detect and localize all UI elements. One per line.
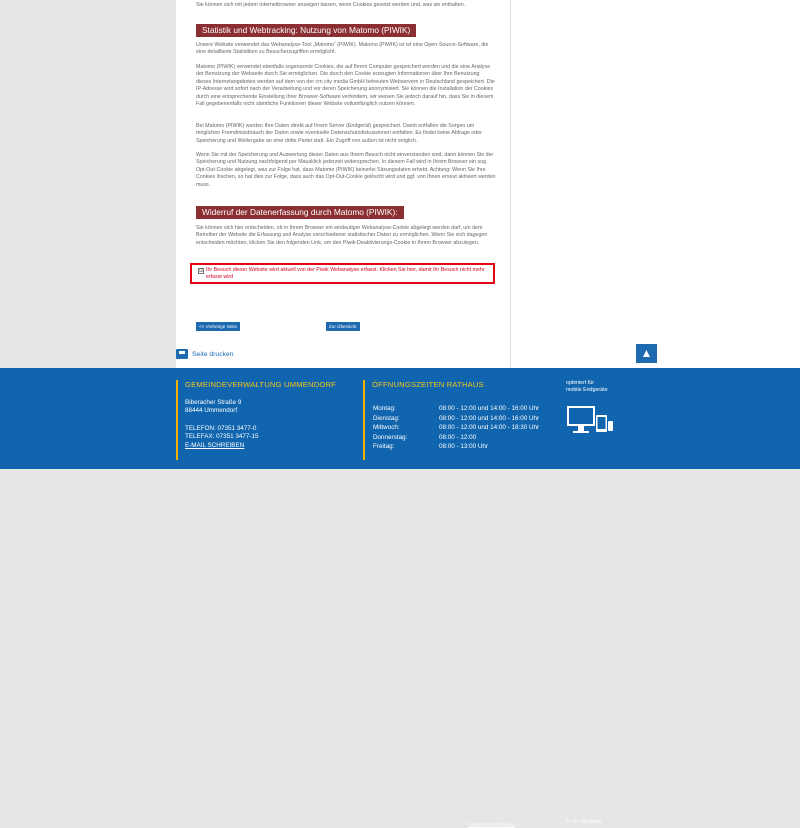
hours-time: 08:00 - 13:00 Uhr <box>439 443 489 451</box>
privacy-policy-link[interactable]: Datenschutzerklärung <box>468 823 515 828</box>
print-label: Seite drucken <box>192 350 234 358</box>
footer-org-title: GEMEINDEVERWALTUNG UMMENDORF <box>185 380 337 389</box>
hours-day: Donnerstag: <box>373 433 408 441</box>
footer-contact <box>176 380 336 460</box>
hours-row <box>373 404 543 414</box>
footer-fax: TELEFAX: 07351 3477-15 <box>185 433 259 441</box>
right-sidebar <box>510 0 800 368</box>
overview-button[interactable]: Zur Übersicht <box>326 322 360 331</box>
footer-city: 88444 Ummendorf <box>185 407 238 415</box>
hours-row <box>373 423 543 433</box>
piwik-optout-box[interactable] <box>190 263 495 284</box>
footer-street: Biberacher Straße 9 <box>185 399 242 406</box>
scroll-to-top-button[interactable]: ▲ <box>636 344 657 363</box>
mobile-note-line1: optimiert für <box>566 380 594 386</box>
hours-day: Dienstag: <box>373 414 400 422</box>
paragraph-widerruf: Sie können sich hier entscheiden, ob in Ihrem Browser ein eindeutiger Webanalyse-Cookie abgelegt werden darf, um dem Betreiber der Website die Erfassung und Analyse verschiedener statistischer Daten zu ermöglichen. Wenn Sie sich dagegen entscheiden möchten, klicken Sie den folgenden Link, um den Piwik-Deaktivierungs-Cookie in Ihrem Browser abzulegen. <box>196 225 488 246</box>
optout-link[interactable]: Ihr Besuch dieser Website wird aktuell von der Piwik Webanalyse erfasst. Klicken Sie hier, damit Ihr Besuch nicht mehr erfasst wird <box>206 267 485 281</box>
mobile-note-line2: mobile Endgeräte <box>566 387 608 393</box>
hours-day: Mittwoch: <box>373 424 400 432</box>
paragraph-piwik-optout-info: Wenn Sie mit der Speicherung und Auswertung dieser Daten aus Ihrem Besuch nicht einverstanden sind, dann können Sie der Speicherung und Nutzung nachfolgend per Mausklick jederzeit widersprechen. In diesem Fall wird in Ihrem Browser ein sog. Opt-Out-Cookie abgelegt, was zur Folge hat, dass Matomo (PIWIK) keinerlei Sitzungsdaten erhebt. Achtung: Wenn Sie Ihre Cookies löschen, so hat dies zur Folge, dass auch das Opt-Out-Cookie gelöscht wird und ggf. von Ihnen erneut aktiviert werden muss. <box>196 152 496 188</box>
hours-time: 08:00 - 12:00 <box>439 433 477 441</box>
footer-phone: TELEFON: 07351 3477-0 <box>185 424 257 432</box>
paragraph-piwik-storage: Bei Matomo (PIWIK) werden Ihre Daten direkt auf Ihrem Server (Endgerät) gespeichert. Damit entfallen die Sorgen um möglichen Fremdmissbrauch der Daten sowie eventuelle Datenschutzdiskussionen entfallen. Es findet keine Abfrage oder Speicherung und Weitergabe an eine dritte Partei statt. Ein Zugriff von außen ist nicht möglich. <box>196 123 482 144</box>
footer-hours-title: ÖFFNUNGSZEITEN RATHAUS <box>372 380 484 389</box>
hours-day: Montag: <box>373 405 396 412</box>
paragraph-piwik-cookies: Matomo (PIWIK) verwendet ebenfalls sogenannte Cookies, die auf Ihrem Computer gespeichert werden und die eine Analyse der Benutzung der Webseite durch Sie ermöglichen. Die durch den Cookie erzeugten Informationen über Ihre Benutzung dieses Internetangebotes werden auf dem von der cm city media GmbH betreuten Webservern in Deutschland gespeichert. Die IP-Adresse wird sofort nach der Verarbeitung und vor deren Speicherung anonymisiert. Sie können die Installation der Cookies durch eine entsprechende Einstellung Ihrer Browser-Software verhindern, wir weisen Sie jedoch darauf hin, dass Sie in diesem Fall gegebenenfalls nicht sämtliche Funktionen dieser Website vollumfänglich nutzen können. <box>196 64 495 108</box>
hours-time: 08:00 - 12:00 und 14:00 - 16:00 Uhr <box>439 414 540 422</box>
footer-email-link[interactable]: E-MAIL SCHREIBEN <box>185 441 245 449</box>
intro-tail-text: Sie können sich mit jedem Internetbrowser anzeigen lassen, wenn Cookies gesetzt werden und, was sie enthalten. <box>196 2 466 8</box>
hours-row <box>373 414 543 424</box>
hours-time: 08:00 - 12:00 und 14:00 - 18:30 Uhr <box>439 424 540 432</box>
optout-checkbox[interactable]: ☑ <box>199 268 204 274</box>
previous-page-button[interactable]: << Vorherige Seite <box>196 322 240 331</box>
mobile-optimized-note <box>566 380 608 394</box>
hours-time: 08:00 - 12:00 und 14:00 - 16:00 Uhr <box>439 405 540 412</box>
printer-icon <box>176 349 188 359</box>
hours-row <box>373 442 543 452</box>
section-heading-widerruf: Widerruf der Datenerfassung durch Matomo (PIWIK): <box>196 206 404 219</box>
print-page-link[interactable] <box>176 349 234 359</box>
paragraph-piwik-intro: Unsere Website verwendet das Webanalyse-Tool „Matomo“ (PIWIK). Matomo (PIWIK) ist ist eine Open-Source-Software, die eine detaillierte Statistiken zu Besucherzugriffen ermöglicht. <box>196 42 489 56</box>
devices-icon <box>566 405 614 439</box>
footer <box>0 368 800 828</box>
section-heading-piwik: Statistik und Webtracking: Nutzung von Matomo (PIWIK) <box>196 24 416 37</box>
hours-row <box>373 433 543 443</box>
hours-list <box>373 404 543 452</box>
footer-opening-hours <box>363 380 543 460</box>
hours-day: Freitag: <box>373 443 395 451</box>
footer-credit: © cm city media <box>566 819 602 825</box>
